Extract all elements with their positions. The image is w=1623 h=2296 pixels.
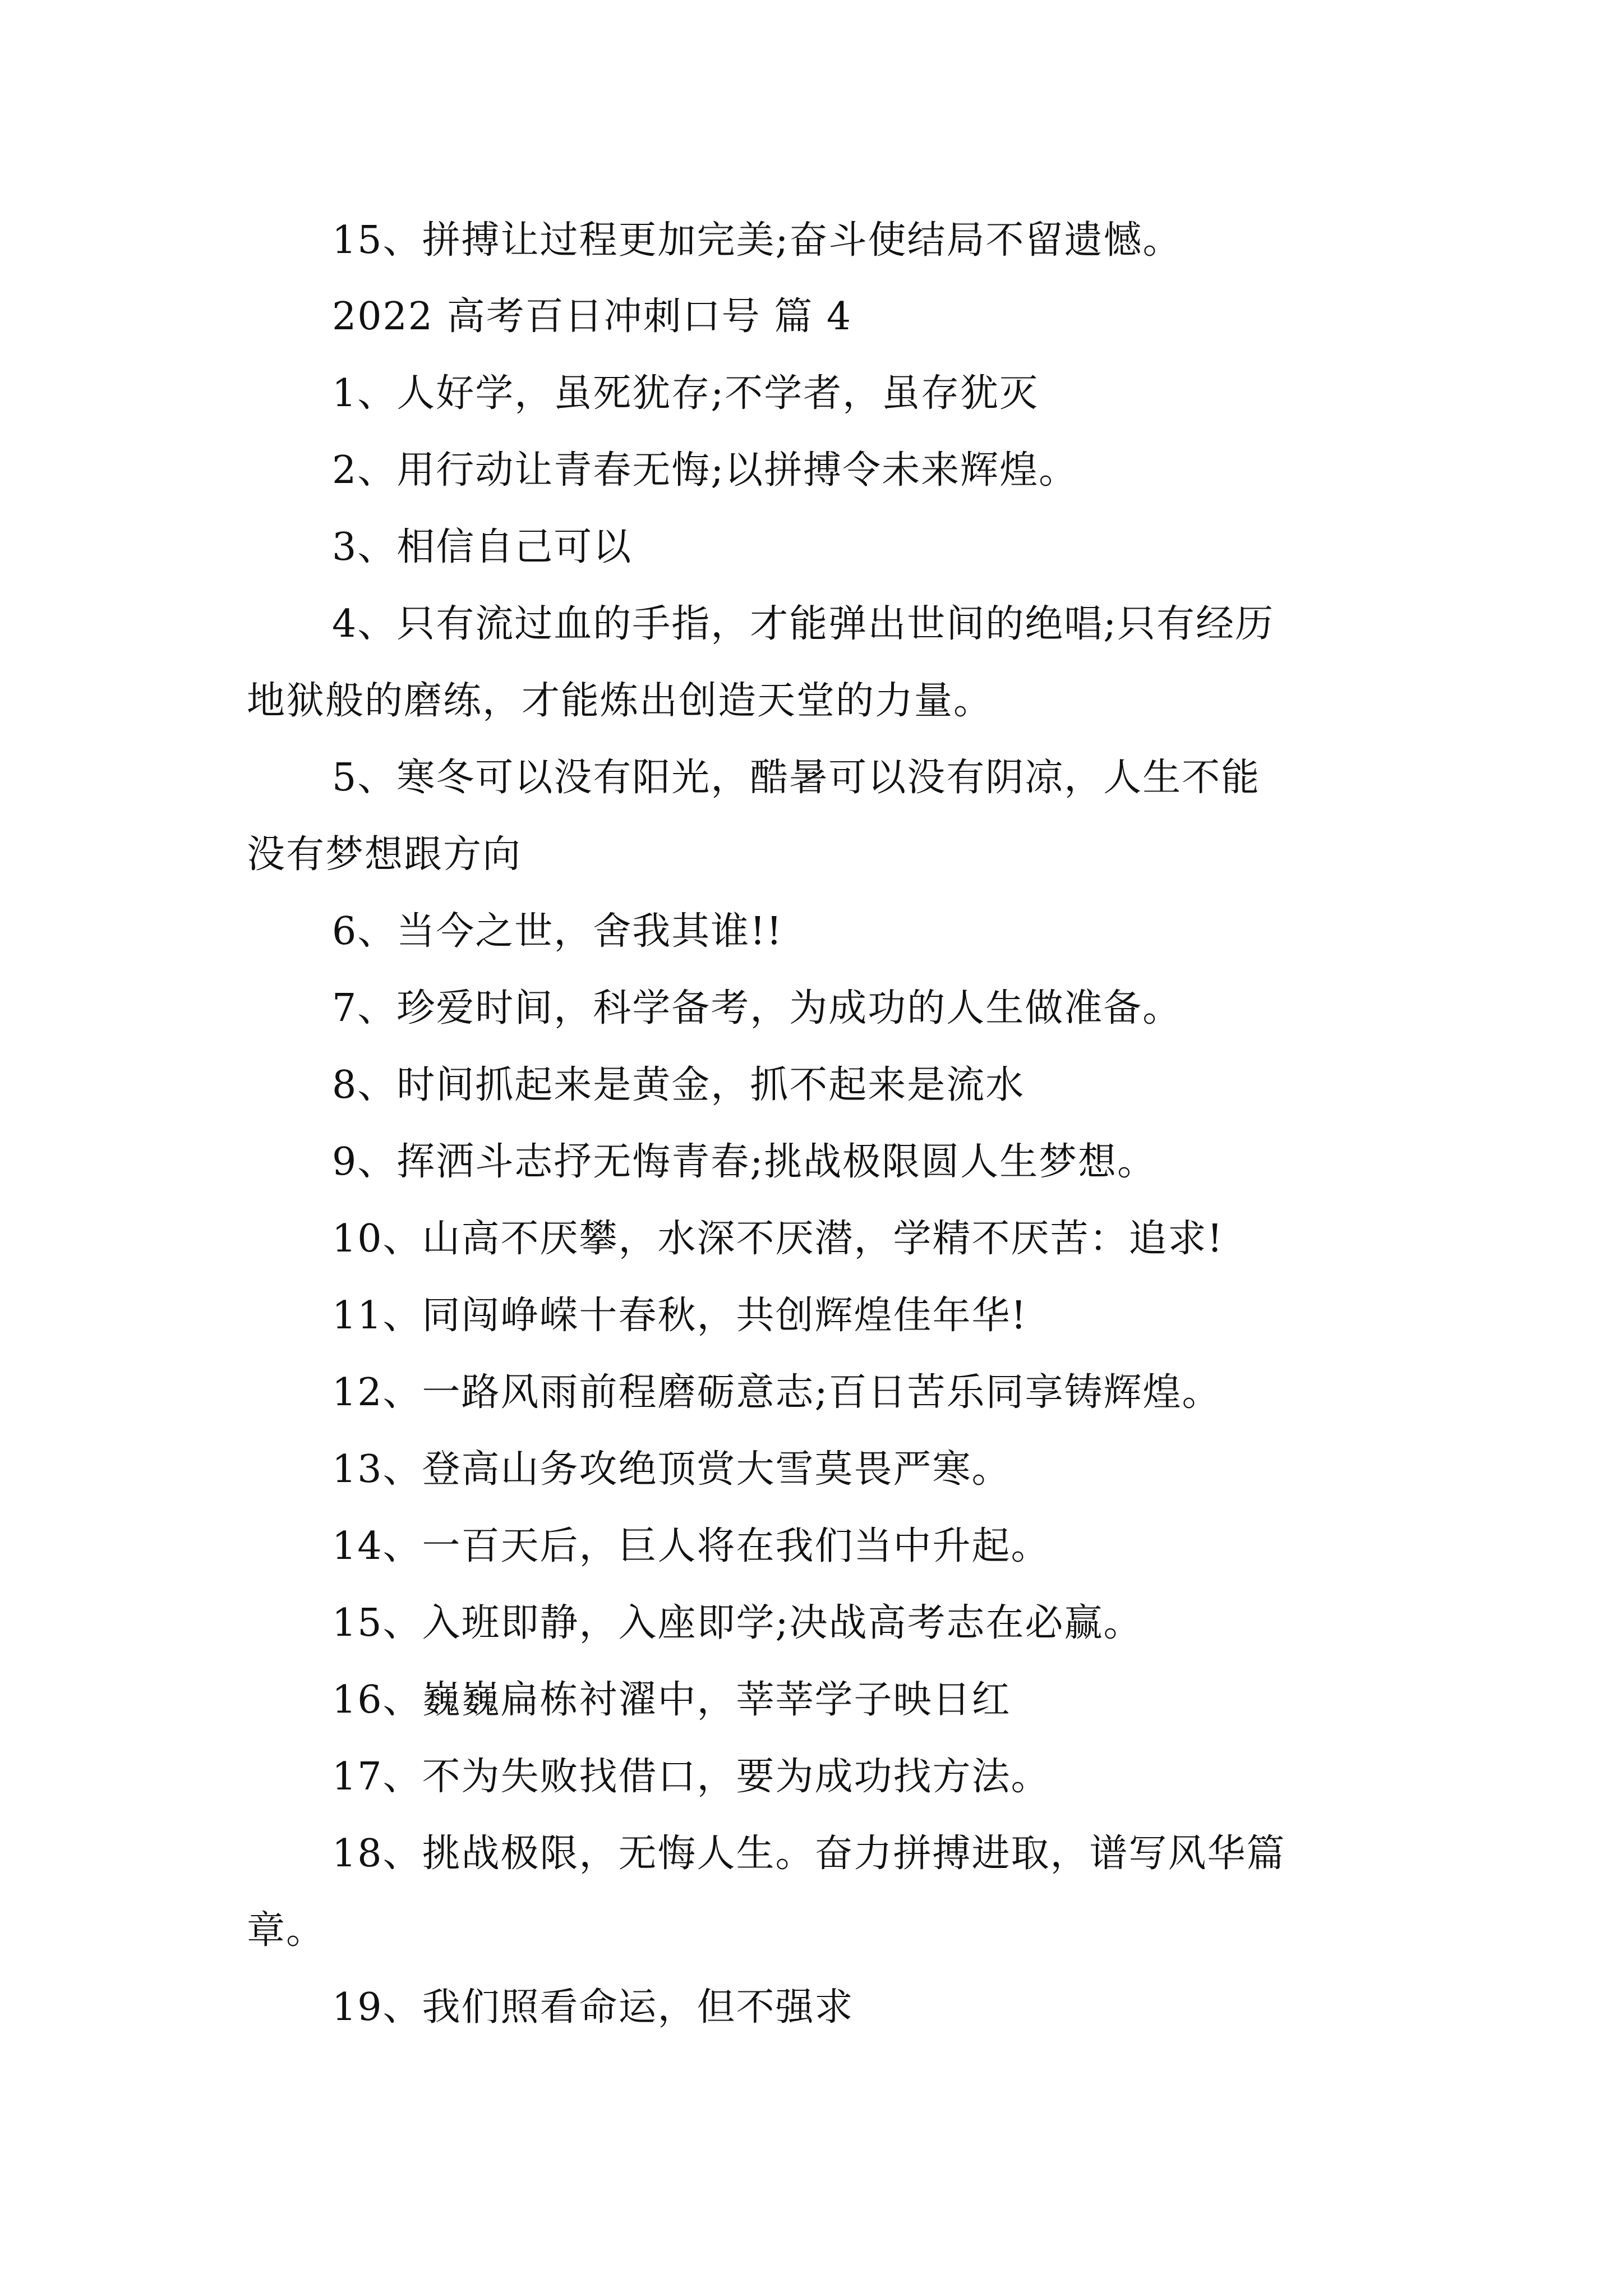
text-line-item-8: 8、时间抓起来是黄金，抓不起来是流水 [332,1063,1025,1107]
section-heading: 2022 高考百日冲刺口号 篇 4 [332,295,852,339]
text-line-item-1: 1、人好学，虽死犹存;不学者，虽存犹灭 [332,371,1039,416]
text-line-item-7: 7、珍爱时间，科学备考，为成功的人生做准备。 [332,986,1182,1030]
text-line-item-18-cont: 章。 [247,1908,326,1953]
text-line-item-12: 12、一路风雨前程磨砺意志;百日苦乐同享铸辉煌。 [332,1370,1221,1415]
text-line-item-6: 6、当今之世，舍我其谁!! [332,909,783,954]
text-line-item-5: 5、寒冬可以没有阳光，酷暑可以没有阴凉，人生不能 [332,756,1261,800]
text-line-item-9: 9、挥洒斗志抒无悔青春;挑战极限圆人生梦想。 [332,1140,1157,1184]
text-line-item-3: 3、相信自己可以 [332,525,633,569]
text-line-item-19: 19、我们照看命运，但不强求 [332,1985,854,2030]
text-line-item-11: 11、同闯峥嵘十春秋，共创辉煌佳年华! [332,1294,1027,1338]
text-line-item-16: 16、巍巍扁栋衬濯中，莘莘学子映日红 [332,1678,1011,1722]
text-line-item-17: 17、不为失败找借口，要为成功找方法。 [332,1755,1050,1799]
text-line-item-10: 10、山高不厌攀，水深不厌潜，学精不厌苦：追求! [332,1217,1224,1261]
text-line-item-2: 2、用行动让青春无悔;以拼搏令未来辉煌。 [332,448,1078,493]
text-line-item-4: 4、只有流过血的手指，才能弹出世间的绝唱;只有经历 [332,602,1275,646]
text-line-item-15-prev: 15、拼搏让过程更加完美;奋斗使结局不留遗憾。 [332,218,1182,263]
text-line-item-4-cont: 地狱般的磨练，才能炼出创造天堂的力量。 [247,679,993,723]
text-line-item-5-cont: 没有梦想跟方向 [247,832,522,877]
text-line-item-18: 18、挑战极限，无悔人生。奋力拼搏进取，谱写风华篇 [332,1832,1286,1876]
text-line-item-14: 14、一百天后，巨人将在我们当中升起。 [332,1524,1050,1568]
text-line-item-15: 15、入班即静，入座即学;决战高考志在必赢。 [332,1601,1143,1645]
text-line-item-13: 13、登高山务攻绝顶赏大雪莫畏严寒。 [332,1447,1011,1492]
